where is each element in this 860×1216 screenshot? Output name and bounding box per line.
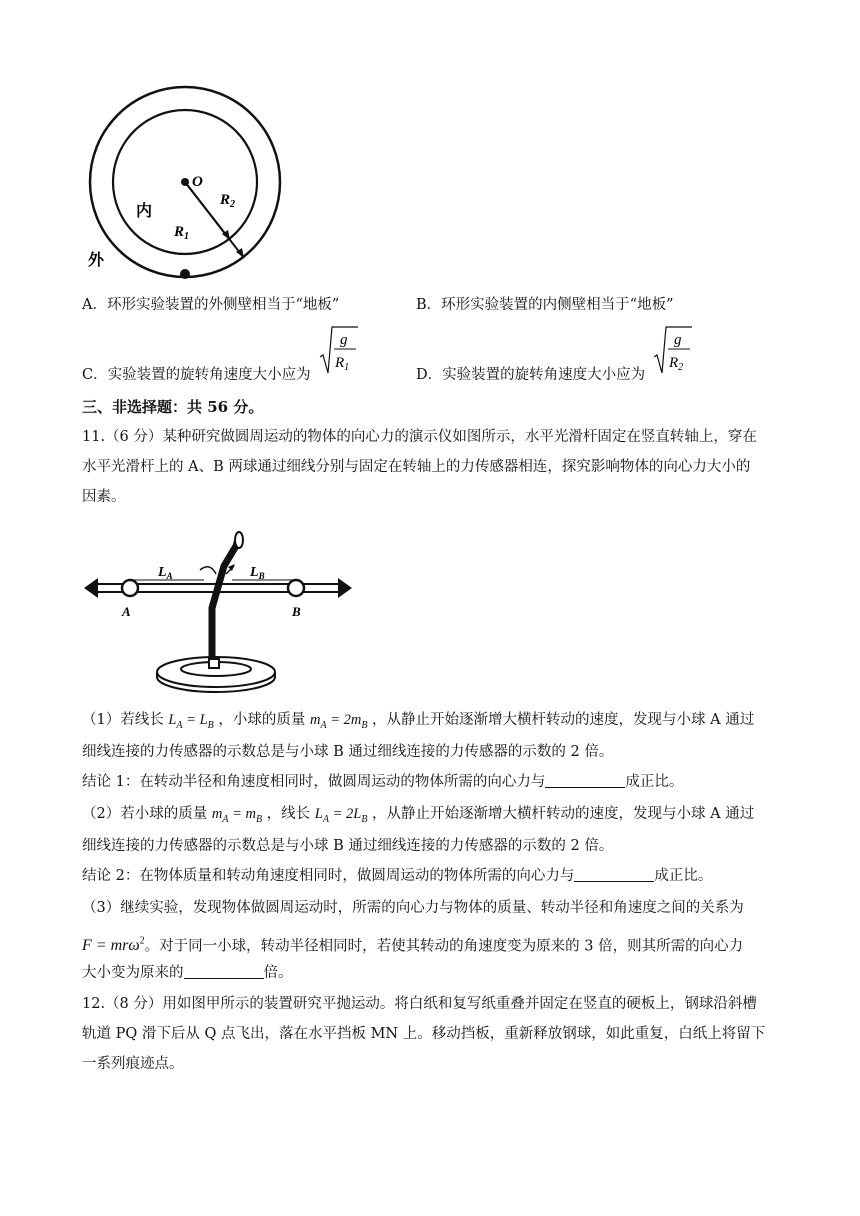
la-label: $L_A$ (158, 565, 173, 581)
r1-label: $R_1$ (174, 224, 190, 242)
r2-label: $R_2$ (220, 192, 236, 210)
inner-label: 内 (136, 203, 153, 220)
svg-text:g: g (674, 332, 682, 348)
lb-label: $L_B$ (250, 565, 265, 581)
q12-line1: 12.（8 分）用如图甲所示的装置研究平抛运动。将白纸和复写纸重叠并固定在竖直的硬板上，钢球沿斜槽 (82, 996, 757, 1012)
q11-conclusion1: 结论 1：在转动半径和角速度相同时，做圆周运动的物体所需的向心力与 成正比。 (82, 774, 684, 790)
q11-line2: 水平光滑杆上的 A、B 两球通过细线分别与固定在转轴上的力传感器相连，探究影响物体的向心力大小的 (82, 459, 751, 475)
shaft-foot (209, 659, 219, 668)
q12-line3: 一系列痕迹点。 (82, 1056, 184, 1072)
eq-la-lb: $L_A = L_B$ (168, 712, 214, 731)
center-label: O (192, 174, 203, 190)
eq-ma-mb: $m_A = m_B$ (211, 806, 263, 825)
eq-la-2lb: $L_A = 2L_B$ (314, 806, 368, 825)
formula-f-mrw2: F = mrω$^2$ (82, 936, 145, 955)
q11-part1-line2: 细线连接的力传感器的示数总是与小球 B 通过细线连接的力传感器的示数的 2 倍。 (82, 744, 614, 760)
q11-part3-line1: （3）继续实验，发现物体做圆周运动时，所需的向心力与物体的质量、转动半径和角速度之间的关系为 (82, 900, 744, 916)
option-d-text: D．实验装置的旋转角速度大小应为 (416, 367, 646, 383)
q11-part3-line3: 大小变为原来的 倍。 (82, 965, 293, 981)
option-b[interactable]: B．环形实验装置的内侧壁相当于“地板” (416, 297, 674, 313)
q11-conclusion2: 结论 2：在物体质量和转动角速度相同时，做圆周运动的物体所需的向心力与 成正比。 (82, 868, 713, 884)
bottom-ball (180, 269, 190, 279)
answer-blank-2[interactable] (574, 867, 654, 882)
ball-b-label: B (292, 604, 301, 619)
svg-text:R2: $R_2$ (669, 355, 684, 373)
rotating-shaft (212, 536, 239, 666)
q11-part1-line1: （1）若线长 $L_A = L_B$ ，小球的质量 $m_A = 2m_B$ ，从静止开始逐渐增大横杆转动的速度，发现与小球 A 通过 (82, 712, 755, 731)
answer-blank-3[interactable] (184, 964, 264, 979)
option-d-sqrt (652, 325, 692, 375)
eq-ma-2mb: $m_A = 2m_B$ (309, 712, 368, 731)
option-c-sqrt (318, 325, 358, 375)
option-d[interactable] (416, 325, 684, 383)
rod-right-arrow (338, 578, 352, 598)
q11-line3: 因素。 (82, 489, 126, 505)
ball-a-label: A (122, 604, 131, 619)
answer-blank-1[interactable] (545, 773, 625, 788)
q11-part2-line2: 细线连接的力传感器的示数总是与小球 B 通过细线连接的力传感器的示数的 2 倍。 (82, 838, 614, 854)
option-c[interactable] (82, 325, 350, 383)
ball-b (288, 580, 304, 596)
q11-line1: 11.（6 分）某种研究做圆周运动的物体的向心力的演示仪如图所示，水平光滑杆固定在竖直转轴上，穿在 (82, 429, 757, 445)
section-title: 三、非选择题：共 56 分。 (82, 398, 264, 416)
rotation-arrow (200, 567, 216, 574)
q11-part3-line2: F = mrω$^2$。对于同一小球，转动半径相同时，若使其转动的角速度变为原来的 3 倍，则其所需的向心力 (82, 936, 744, 955)
q12-line2: 轨道 PQ 滑下后从 Q 点飞出，落在水平挡板 MN 上。移动挡板，重新释放钢球，如此重复，白纸上将留下 (82, 1026, 766, 1042)
centripetal-demo-figure (82, 526, 354, 696)
svg-text:R1: $R_1$ (335, 355, 350, 373)
ring-apparatus-figure (82, 78, 282, 282)
option-c-text: C．实验装置的旋转角速度大小应为 (82, 367, 311, 383)
shaft-top-knob (235, 532, 243, 548)
rod-left-arrow (84, 578, 98, 598)
q11-part2-line1: （2）若小球的质量 $m_A = m_B$ ，线长 $L_A = 2L_B$ ，从静止开始逐渐增大横杆转动的速度，发现与小球 A 通过 (82, 806, 755, 825)
svg-text:g: g (340, 332, 348, 348)
option-a[interactable]: A．环形实验装置的外侧壁相当于“地板” (82, 297, 340, 313)
outer-label: 外 (88, 252, 105, 269)
ball-a (122, 580, 138, 596)
